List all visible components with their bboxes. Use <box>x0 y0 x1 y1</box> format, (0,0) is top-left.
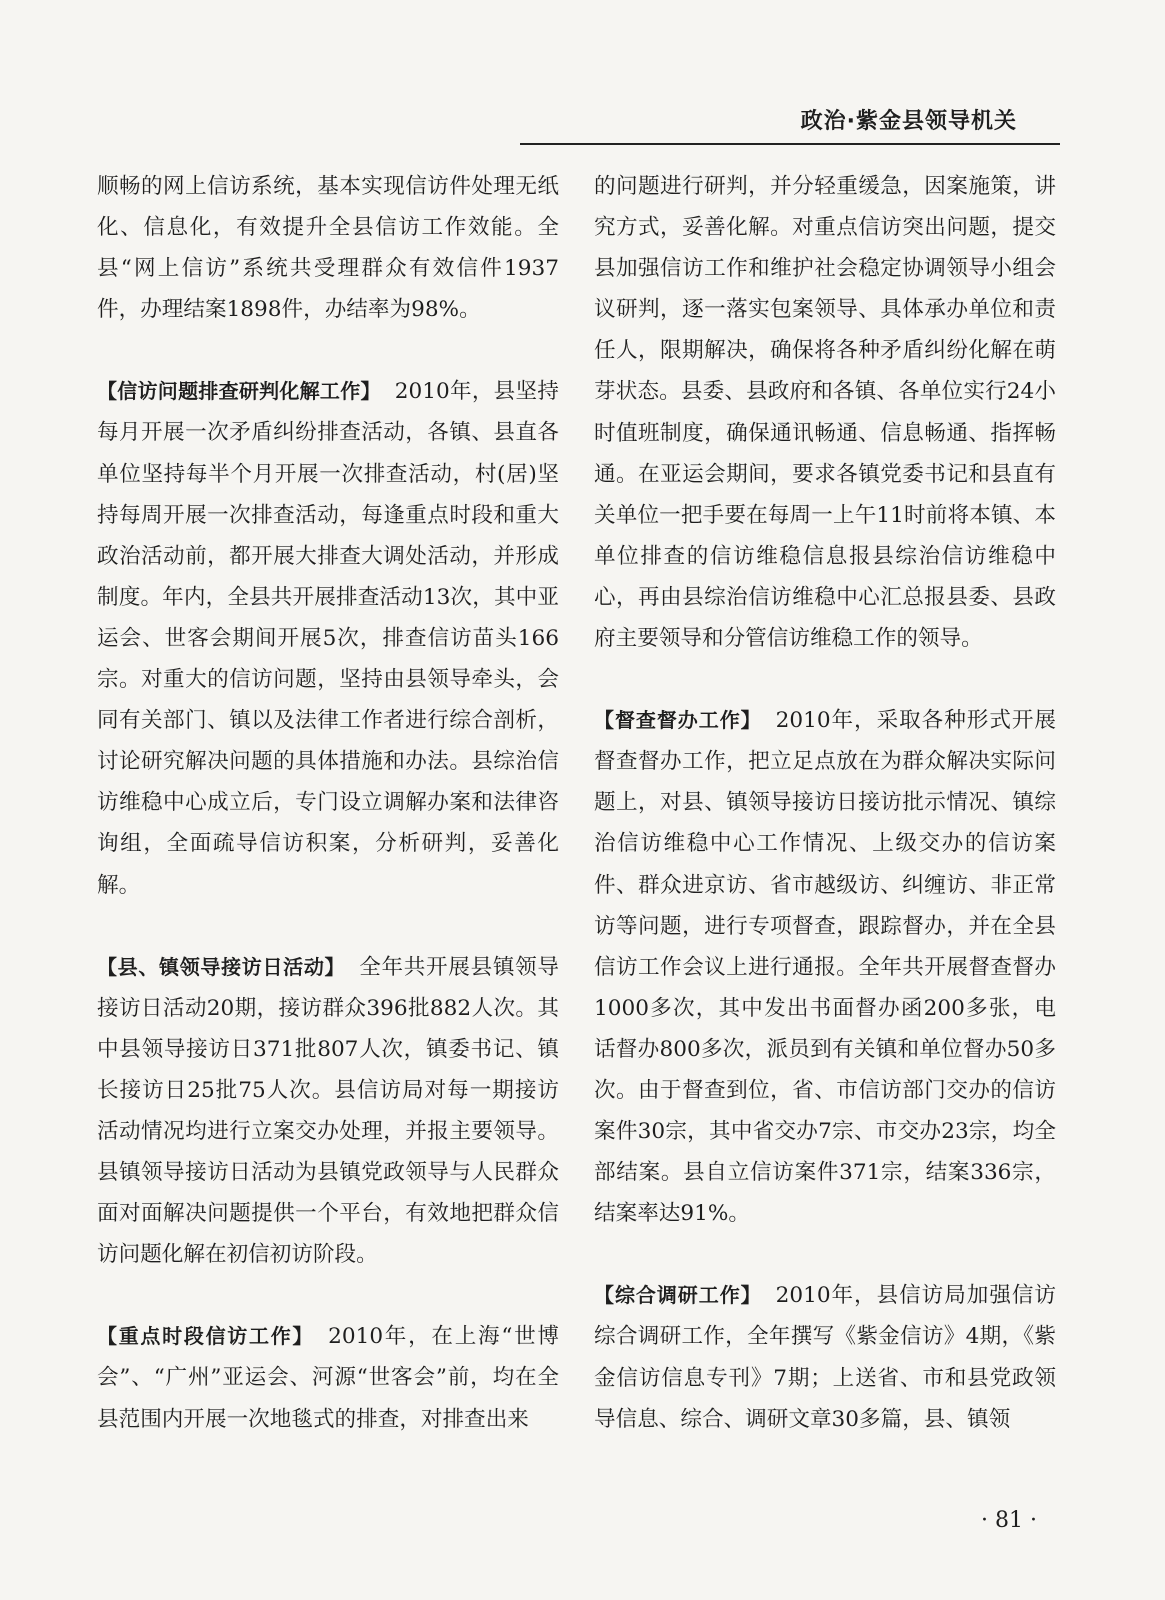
paragraph: 顺畅的网上信访系统，基本实现信访件处理无纸化、信息化，有效提升全县信访工作效能。全县“网上信访”系统共受理群众有效信件1937件，办理结案1898件，办结率为98%。 <box>97 174 559 323</box>
running-header: 政治·紫金县领导机关 <box>800 109 1017 134</box>
section-paragraph <box>97 947 559 1276</box>
page-number: · 81 · <box>981 1508 1037 1533</box>
section-heading: 【县、镇领导接访日活动】 <box>97 954 346 979</box>
section-heading: 【综合调研工作】 <box>594 1283 762 1308</box>
section-paragraph <box>594 700 1056 1234</box>
section-paragraph <box>97 371 559 905</box>
section-text: 2010年，县坚持每月开展一次矛盾纠纷排查活动，各镇、县直各单位坚持每半个月开展一次排查活动，村(居)坚持每周开展一次排查活动，每逢重点时段和重大政治活动前，都开展大排查大调处活动，并形成制度。年内，全县共开展排查活动13次，其中亚运会、世客会期间开展5次，排查信访苗头166宗。对重大的信访问题，坚持由县领导牵头，会同有关部门、镇以及法律工作者进行综合剖析，讨论研究解决问题的具体措施和办法。县综治信访维稳中心成立后，专门设立调解办案和法律咨询组，全面疏导信访积案，分析研判，妥善化解。 <box>97 379 559 898</box>
section-heading: 【信访问题排查研判化解工作】 <box>97 379 381 404</box>
section-text: 2010年，采取各种形式开展督查督办工作，把立足点放在为群众解决实际问题上，对县、镇领导接访日接访批示情况、镇综治信访维稳中心工作情况、上级交办的信访案件、群众进京访、省市越级访、纠缠访、非正常访等问题，进行专项督查，跟踪督办，并在全县信访工作会议上进行通报。全年共开展督查督办1000多次，其中发出书面督办函200多张，电话督办800多次，派员到有关镇和单位督办50多次。由于督查到位，省、市信访部门交办的信访案件30宗，其中省交办7宗、市交办23宗，均全部结案。县自立信访案件371宗，结案336宗，结案率达91%。 <box>594 708 1056 1227</box>
section-heading: 【重点时段信访工作】 <box>97 1324 315 1349</box>
paragraph: 的问题进行研判，并分轻重缓急，因案施策，讲究方式，妥善化解。对重点信访突出问题，提交县加强信访工作和维护社会稳定协调领导小组会议研判，逐一落实包案领导、具体承办单位和责任人，限期解决，确保将各种矛盾纠纷化解在萌芽状态。县委、县政府和各镇、各单位实行24小时值班制度，确保通讯畅通、信息畅通、指挥畅通。在亚运会期间，要求各镇党委书记和县直有关单位一把手要在每周一上午11时前将本镇、本单位排查的信访维稳信息报县综治信访维稳中心，再由县综治信访维稳中心汇总报县委、县政府主要领导和分管信访维稳工作的领导。 <box>594 174 1056 652</box>
section-text: 2010年，在上海“世博会”、“广州”亚运会、河源“世客会”前，均在全县范围内开展一次地毯式的排查，对排查出来 <box>97 1324 559 1432</box>
section-paragraph <box>97 1316 559 1439</box>
left-column <box>97 166 559 1440</box>
header-rule <box>520 143 1060 145</box>
section-heading: 【督查督办工作】 <box>594 708 762 733</box>
section-text: 全年共开展县镇领导接访日活动20期，接访群众396批882人次。其中县领导接访日371批807人次，镇委书记、镇长接访日25批75人次。县信访局对每一期接访活动情况均进行立案交办处理，并报主要领导。县镇领导接访日活动为县镇党政领导与人民群众面对面解决问题提供一个平台，有效地把群众信访问题化解在初信初访阶段。 <box>97 954 559 1268</box>
section-text: 2010年，县信访局加强信访综合调研工作，全年撰写《紫金信访》4期，《紫金信访信息专刊》7期；上送省、市和县党政领导信息、综合、调研文章30多篇，县、镇领 <box>594 1283 1056 1432</box>
section-paragraph <box>594 1275 1056 1439</box>
right-column <box>594 166 1056 1440</box>
